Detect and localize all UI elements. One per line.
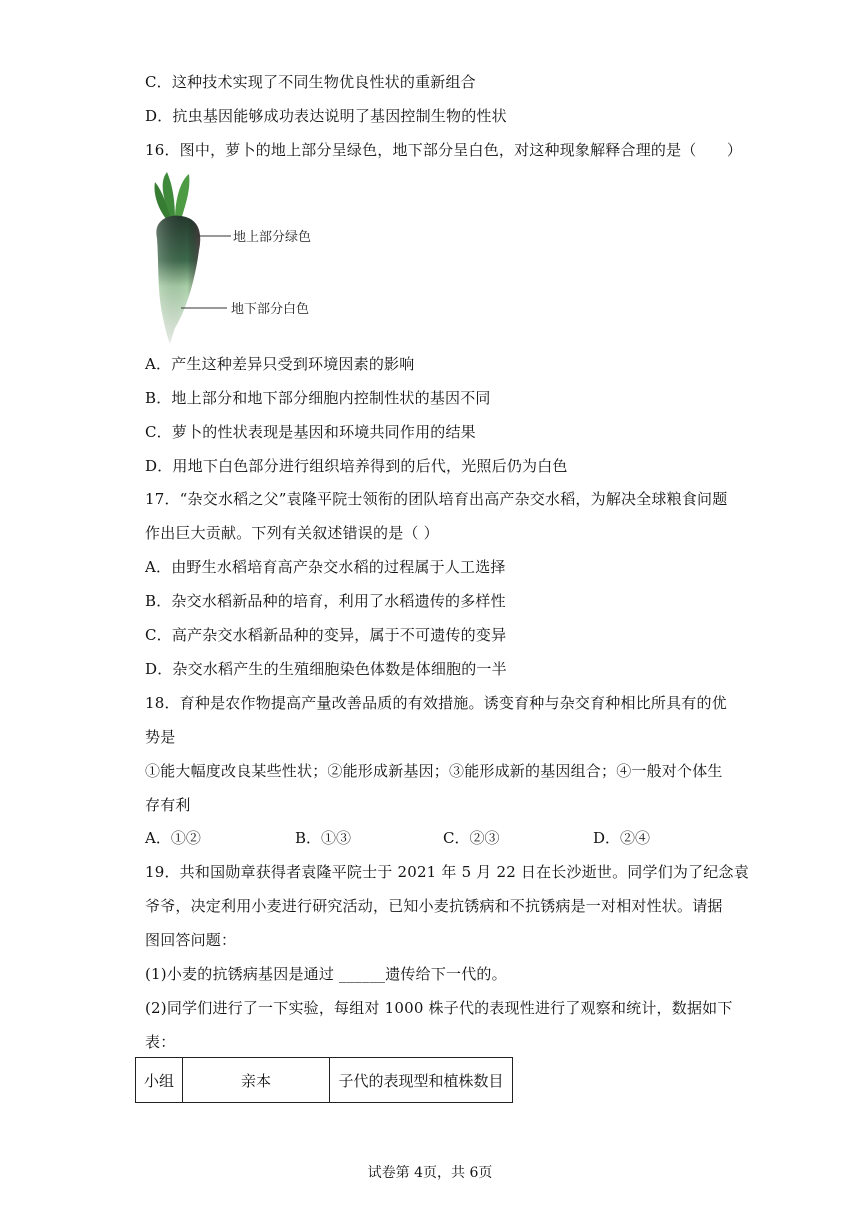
table-header-offspring: 子代的表现型和植株数目 <box>330 1058 513 1103</box>
results-table <box>135 1057 513 1103</box>
q19-stem-line2: 爷爷，决定利用小麦进行研究活动，已知小麦抗锈病和不抗锈病是一对相对性状。请据 <box>145 897 723 915</box>
q18-stem-line2: 势是 <box>145 728 176 746</box>
q18-option-a: A．①② <box>145 829 201 847</box>
page-footer: 试卷第 4页，共 6页 <box>367 1165 493 1181</box>
q19-subquestion-1: (1)小麦的抗锈病基因是通过 ______遗传给下一代的。 <box>145 965 507 983</box>
q15-option-d: D．抗虫基因能够成功表达说明了基因控制生物的性状 <box>145 107 507 125</box>
q16-option-b: B．地上部分和地下部分细胞内控制性状的基因不同 <box>145 389 491 407</box>
radish-illustration <box>145 168 345 348</box>
label-below-ground-white: 地下部分白色 <box>231 302 310 317</box>
q17-option-c: C．高产杂交水稻新品种的变异，属于不可遗传的变异 <box>145 626 507 644</box>
q16-option-d: D．用地下白色部分进行组织培养得到的后代，光照后仍为白色 <box>145 457 568 475</box>
table-header-row <box>136 1058 513 1103</box>
q15-option-c: C．这种技术实现了不同生物优良性状的重新组合 <box>145 73 476 91</box>
q19-subquestion-2-line2: 表： <box>145 1033 176 1051</box>
radish-leaves <box>155 172 190 220</box>
q18-items-line1: ①能大幅度改良某些性状；②能形成新基因；③能形成新的基因组合；④一般对个体生 <box>145 762 723 780</box>
table-header-parents: 亲本 <box>183 1058 330 1103</box>
q19-stem-line3: 图回答问题： <box>145 931 237 949</box>
q16-option-c: C．萝卜的性状表现是基因和环境共同作用的结果 <box>145 423 476 441</box>
radish-figure <box>145 168 345 348</box>
q18-option-c: C．②③ <box>443 829 500 847</box>
q18-items-line2: 存有利 <box>145 796 191 814</box>
q16-stem: 16．图中，萝卜的地上部分呈绿色，地下部分呈白色，对这种现象解释合理的是（ ） <box>145 141 743 159</box>
label-above-ground-green: 地上部分绿色 <box>233 230 312 245</box>
q18-option-d: D．②④ <box>593 829 651 847</box>
q17-option-a: A．由野生水稻培育高产杂交水稻的过程属于人工选择 <box>145 558 506 576</box>
table-header-group: 小组 <box>136 1058 183 1103</box>
q17-stem-line2: 作出巨大贡献。下列有关叙述错误的是（ ） <box>145 524 439 542</box>
q19-stem-line1: 19．共和国勋章获得者袁隆平院士于 2021 年 5 月 22 日在长沙逝世。同学们为了纪念袁 <box>145 863 749 881</box>
q17-stem-line1: 17．“杂交水稻之父”袁隆平院士领衔的团队培育出高产杂交水稻，为解决全球粮食问题 <box>145 490 728 508</box>
q17-option-d: D．杂交水稻产生的生殖细胞染色体数是体细胞的一半 <box>145 660 507 678</box>
q17-option-b: B．杂交水稻新品种的培育，利用了水稻遗传的多样性 <box>145 592 506 610</box>
q19-subquestion-2-line1: (2)同学们进行了一下实验，每组对 1000 株子代的表现性进行了观察和统计，数据如下 <box>145 999 733 1017</box>
q18-stem-line1: 18．育种是农作物提高产量改善品质的有效措施。诱变育种与杂交育种相比所具有的优 <box>145 694 727 712</box>
q18-option-b: B．①③ <box>295 829 352 847</box>
q16-option-a: A．产生这种差异只受到环境因素的影响 <box>145 355 415 373</box>
